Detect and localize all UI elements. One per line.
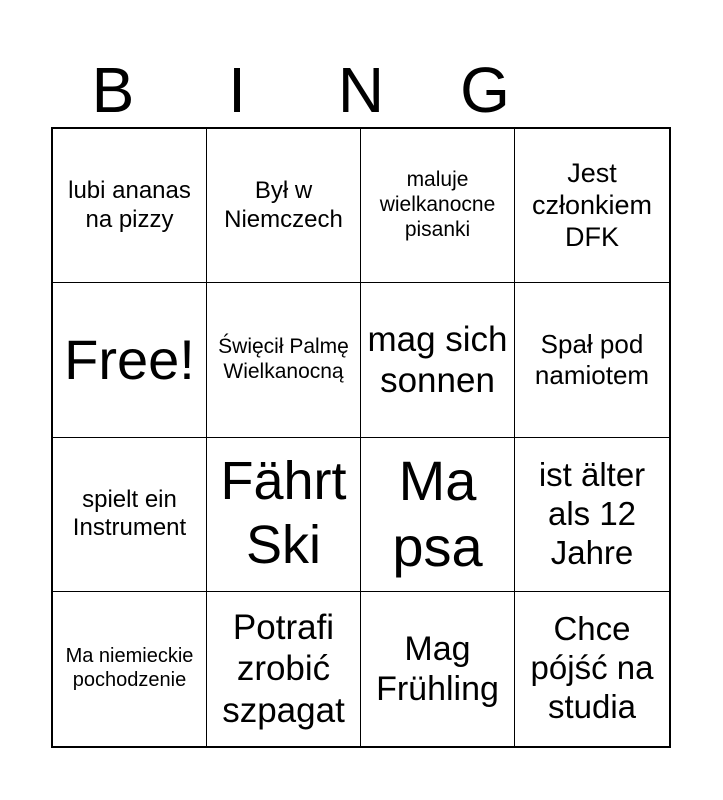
bingo-cell[interactable] <box>207 129 361 283</box>
bingo-cell-label: spielt ein Instrument <box>72 485 187 542</box>
bingo-cell-label: Spał pod namiotem <box>534 329 650 390</box>
bingo-cell-label: mag sich sonnen <box>367 319 508 400</box>
header-letter-b: B <box>91 54 135 126</box>
bingo-cell[interactable] <box>515 283 669 437</box>
bingo-cell-label: Potrafi zrobić szpagat <box>222 607 345 730</box>
bingo-cell[interactable] <box>207 592 361 746</box>
bingo-cell-label: ist älter als 12 Jahre <box>538 455 646 571</box>
bingo-cell[interactable] <box>515 129 669 283</box>
bingo-cell-label: Ma psa <box>392 449 483 579</box>
bingo-cell-label: Ma niemieckie pochodzenie <box>65 645 194 691</box>
bingo-cell-label: maluje wielkanocne pisanki <box>379 168 496 241</box>
bingo-board <box>51 127 671 748</box>
bingo-header <box>51 52 671 128</box>
bingo-cell-free[interactable] <box>53 283 207 437</box>
bingo-cell[interactable] <box>361 592 515 746</box>
bingo-cell-label: Był w Niemczech <box>224 177 343 233</box>
bingo-cell[interactable] <box>53 438 207 592</box>
header-letter-n: N <box>337 54 385 126</box>
header-letter-i: I <box>228 54 246 126</box>
bingo-cell-label: lubi ananas na pizzy <box>68 177 191 233</box>
bingo-cell[interactable] <box>53 129 207 283</box>
bingo-cell[interactable] <box>53 592 207 746</box>
bingo-cell[interactable] <box>207 283 361 437</box>
bingo-cell-label: Free! <box>64 327 195 391</box>
bingo-cell-label: Święcił Palmę Wielkanocną <box>218 335 349 383</box>
bingo-cell[interactable] <box>515 438 669 592</box>
bingo-cell[interactable] <box>207 438 361 592</box>
bingo-cell[interactable] <box>361 283 515 437</box>
bingo-cell[interactable] <box>361 438 515 592</box>
bingo-cell-label: Mag Frühling <box>376 629 499 708</box>
bingo-cell-label: Jest członkiem DFK <box>531 157 653 252</box>
bingo-cell-label: Fährt Ski <box>220 451 347 576</box>
bingo-cell-label: Chce pójść na studia <box>530 610 654 726</box>
bingo-cell[interactable] <box>361 129 515 283</box>
bingo-cell[interactable] <box>515 592 669 746</box>
header-letter-g: G <box>460 54 510 126</box>
